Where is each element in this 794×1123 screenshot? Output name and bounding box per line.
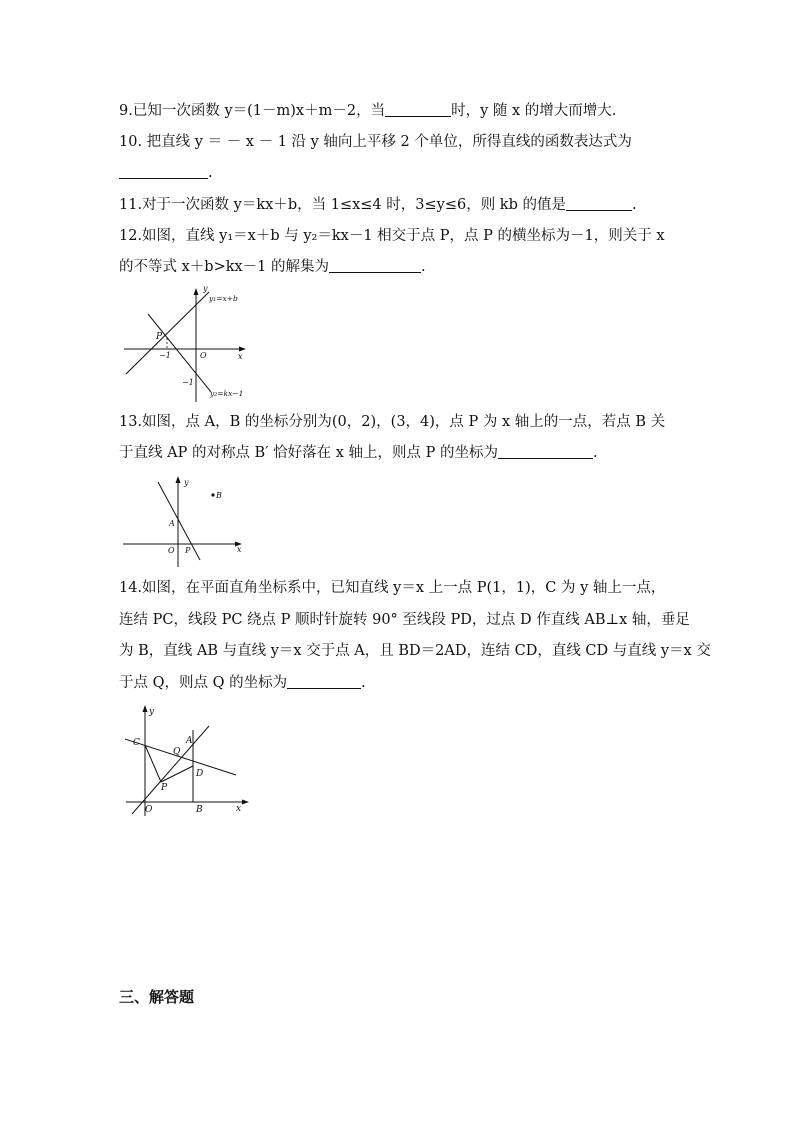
q14-segment-pc [145, 745, 161, 782]
q13-label-y: y [184, 478, 189, 487]
question-12-line-1: 12.如图，直线 y₁＝x＋b 与 y₂＝kx－1 相交于点 P，点 P 的横坐标为－1，则关于 x [119, 228, 665, 244]
question-13-line-2 [119, 443, 598, 463]
q11-text-pre: 11.对于一次函数 y＝kx＋b，当 1≤x≤4 时，3≤y≤6，则 kb 的值是 [119, 197, 566, 213]
q13-text-post: . [592, 445, 598, 461]
q14-label-a: A [186, 736, 193, 746]
q14-text-post: . [361, 675, 366, 691]
q12-label-o: O [200, 351, 207, 360]
question-9 [119, 101, 616, 121]
q14-segment-pd [161, 766, 193, 782]
q14-label-o: O [145, 805, 153, 815]
question-14-line-4 [119, 673, 366, 693]
q13-label-a: A [169, 519, 175, 528]
question-14-line-1: 14.如图，在平面直角坐标系中，已知直线 y＝x 上一点 P(1，1)，C 为 y 轴上一点， [119, 580, 666, 596]
q12-line-y1 [126, 292, 209, 374]
q12-label-y: y [203, 284, 208, 293]
q14-answer-blank [287, 674, 361, 689]
q10-text-post: . [208, 165, 213, 181]
q12-label-neg1-y: −1 [182, 378, 194, 387]
q12-y-axis-arrow-icon [194, 288, 199, 295]
q14-x-axis-arrow-icon [242, 800, 249, 805]
q11-text-post: . [631, 197, 637, 213]
question-10-line-2 [119, 163, 213, 183]
q9-text-post: 时，y 随 x 的增大而增大. [451, 103, 617, 119]
q13-text-pre: 于直线 AP 的对称点 B′ 恰好落在 x 轴上，则点 P 的坐标为 [119, 445, 498, 461]
question-12-line-2 [119, 257, 426, 277]
question-11 [119, 195, 637, 215]
q10-answer-blank [119, 164, 208, 179]
q13-label-x: x [237, 545, 242, 554]
q13-y-axis-arrow-icon [176, 476, 181, 483]
question-14-line-3: 为 B，直线 AB 与直线 y＝x 交于点 A，且 BD＝2AD，连结 CD，直线 CD 与直线 y＝x 交 [119, 643, 711, 659]
q12-figure [118, 284, 258, 404]
q9-text-pre: 9.已知一次函数 y＝(1－m)x＋m－2，当 [119, 103, 386, 119]
q13-point-b [211, 493, 214, 496]
q12-answer-blank [329, 258, 421, 273]
q13-line-ap [158, 482, 200, 560]
q12-text-pre: 的不等式 x＋b>kx－1 的解集为 [119, 259, 330, 275]
q12-x-axis-arrow-icon [239, 347, 246, 352]
question-10-line-1: 10. 把直线 y ＝ － x － 1 沿 y 轴向上平移 2 个单位，所得直线的函数表达式为 [119, 134, 632, 150]
q14-label-p: P [161, 783, 168, 793]
q12-label-x: x [238, 352, 243, 361]
q14-label-y: y [149, 707, 155, 717]
q12-label-neg1-x: −1 [159, 351, 171, 360]
q14-label-x: x [236, 804, 242, 814]
q13-figure [120, 472, 250, 570]
q13-label-p: P [185, 546, 191, 555]
q14-y-axis-arrow-icon [143, 705, 148, 712]
q9-answer-blank [385, 102, 451, 117]
q12-label-y1: y₁=x+b [209, 294, 238, 303]
q14-figure [122, 700, 252, 818]
q13-label-o: O [168, 546, 175, 555]
q14-label-q: Q [173, 747, 181, 757]
question-14-line-2: 连结 PC，线段 PC 绕点 P 顺时针旋转 90° 至线段 PD，过点 D 作直线 AB⊥x 轴，垂足 [119, 612, 690, 628]
q12-label-p: P [156, 332, 163, 342]
q14-label-d: D [196, 769, 204, 779]
q13-answer-blank [498, 444, 593, 459]
q13-label-b: B [216, 491, 222, 500]
section-3-heading: 三、解答题 [119, 988, 195, 1006]
question-13-line-1: 13.如图，点 A，B 的坐标分别为(0，2)，(3，4)，点 P 为 x 轴上的一点，若点 B 关 [119, 414, 666, 430]
q14-line-cd [125, 739, 236, 775]
q12-label-y2: y₂=kx−1 [210, 389, 244, 398]
q14-label-b: B [196, 805, 203, 815]
q14-text-pre: 于点 Q，则点 Q 的坐标为 [119, 675, 288, 691]
q14-label-c: C [133, 738, 140, 748]
q11-answer-blank [566, 196, 632, 211]
q12-text-post: . [421, 259, 426, 275]
